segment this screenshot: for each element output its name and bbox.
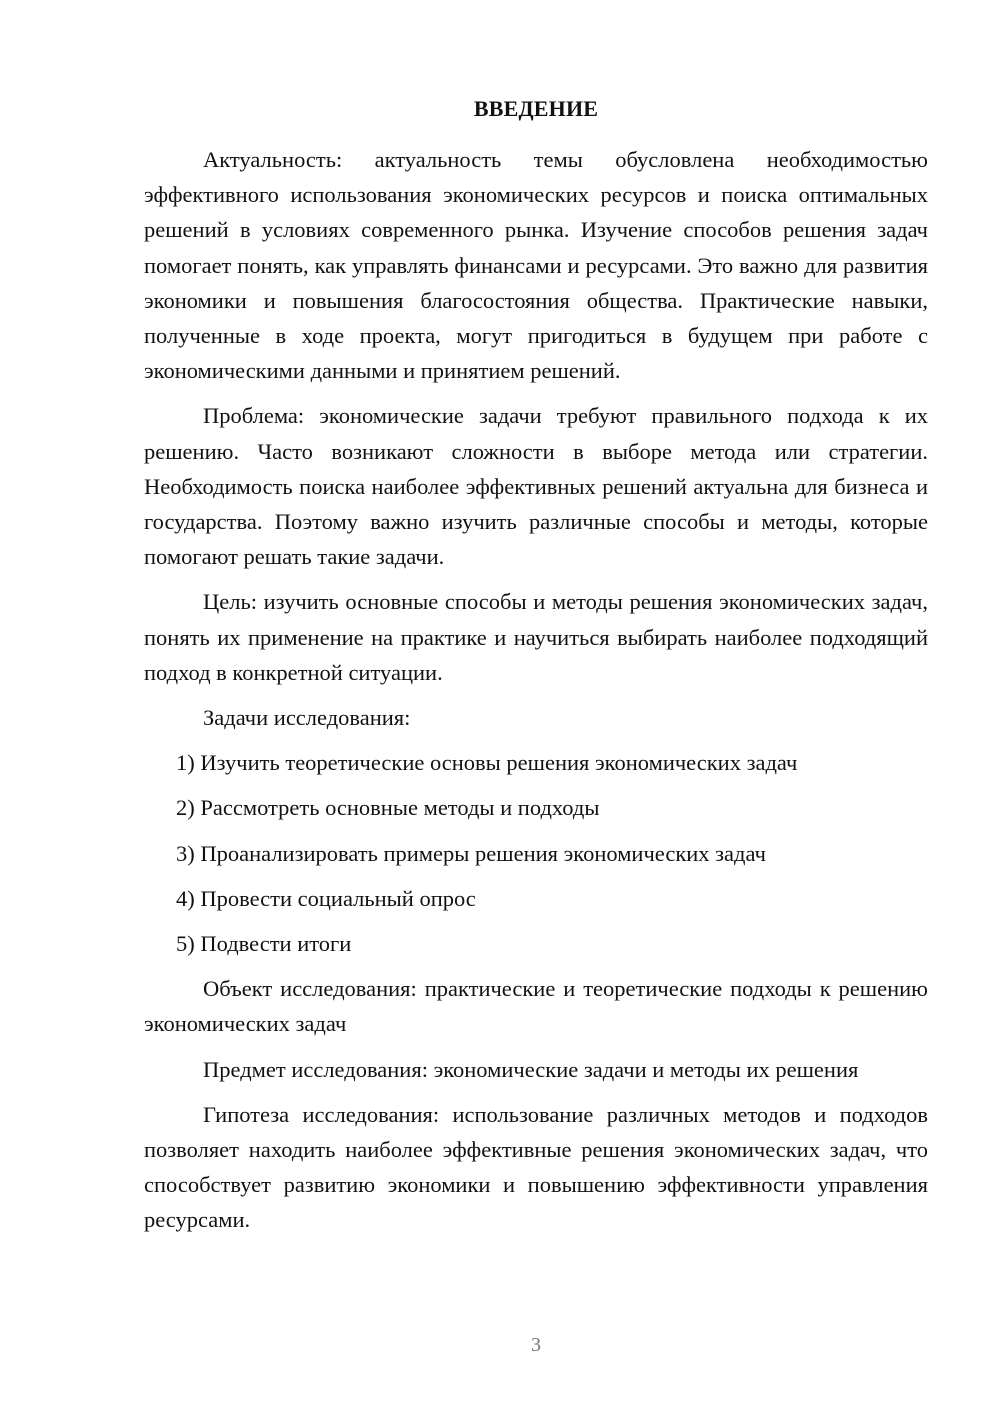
section-body	[144, 142, 928, 1248]
page-number: 3	[531, 1334, 541, 1356]
task-item-5: 5) Подвести итоги	[176, 931, 352, 957]
subject-paragraph: Предмет исследования: экономические задачи и методы их решения	[203, 1056, 859, 1082]
task-item-3: 3) Проанализировать примеры решения экономических задач	[176, 840, 766, 866]
hypothesis-paragraph: Гипотеза исследования: использование различных методов и подходов позволяет находить наиболее эффективные решения экономических задач, что способствует развитию экономики и повышению эффективности управления ресурсами.	[144, 1101, 928, 1233]
task-item-1: 1) Изучить теоретические основы решения экономических задач	[176, 750, 798, 776]
relevance-paragraph: Актуальность: актуальность темы обусловлена необходимостью эффективного использования экономических ресурсов и поиска оптимальных решений в условиях современного рынка. Изучение способов решения задач помогает понять, как управлять финансами и ресурсами. Это важно для развития экономики и повышения благосостояния общества. Практические навыки, полученные в ходе проекта, могут пригодиться в будущем при работе с экономическими данными и принятием решений.	[144, 147, 928, 384]
problem-paragraph: Проблема: экономические задачи требуют правильного подхода к их решению. Часто возникают сложности в выборе метода или стратегии. Необходимость поиска наиболее эффективных решений актуальна для бизнеса и государства. Поэтому важно изучить различные способы и методы, которые помогают решать такие задачи.	[144, 403, 928, 570]
goal-paragraph: Цель: изучить основные способы и методы решения экономических задач, понять их применение на практике и научиться выбирать наиболее подходящий подход в конкретной ситуации.	[144, 589, 928, 685]
section-title: ВВЕДЕНИЕ	[473, 96, 599, 121]
object-paragraph: Объект исследования: практические и теоретические подходы к решению экономических задач	[144, 976, 928, 1037]
task-item-4: 4) Провести социальный опрос	[176, 885, 476, 911]
tasks-heading: Задачи исследования:	[203, 705, 411, 731]
task-item-2: 2) Рассмотреть основные методы и подходы	[176, 795, 600, 821]
